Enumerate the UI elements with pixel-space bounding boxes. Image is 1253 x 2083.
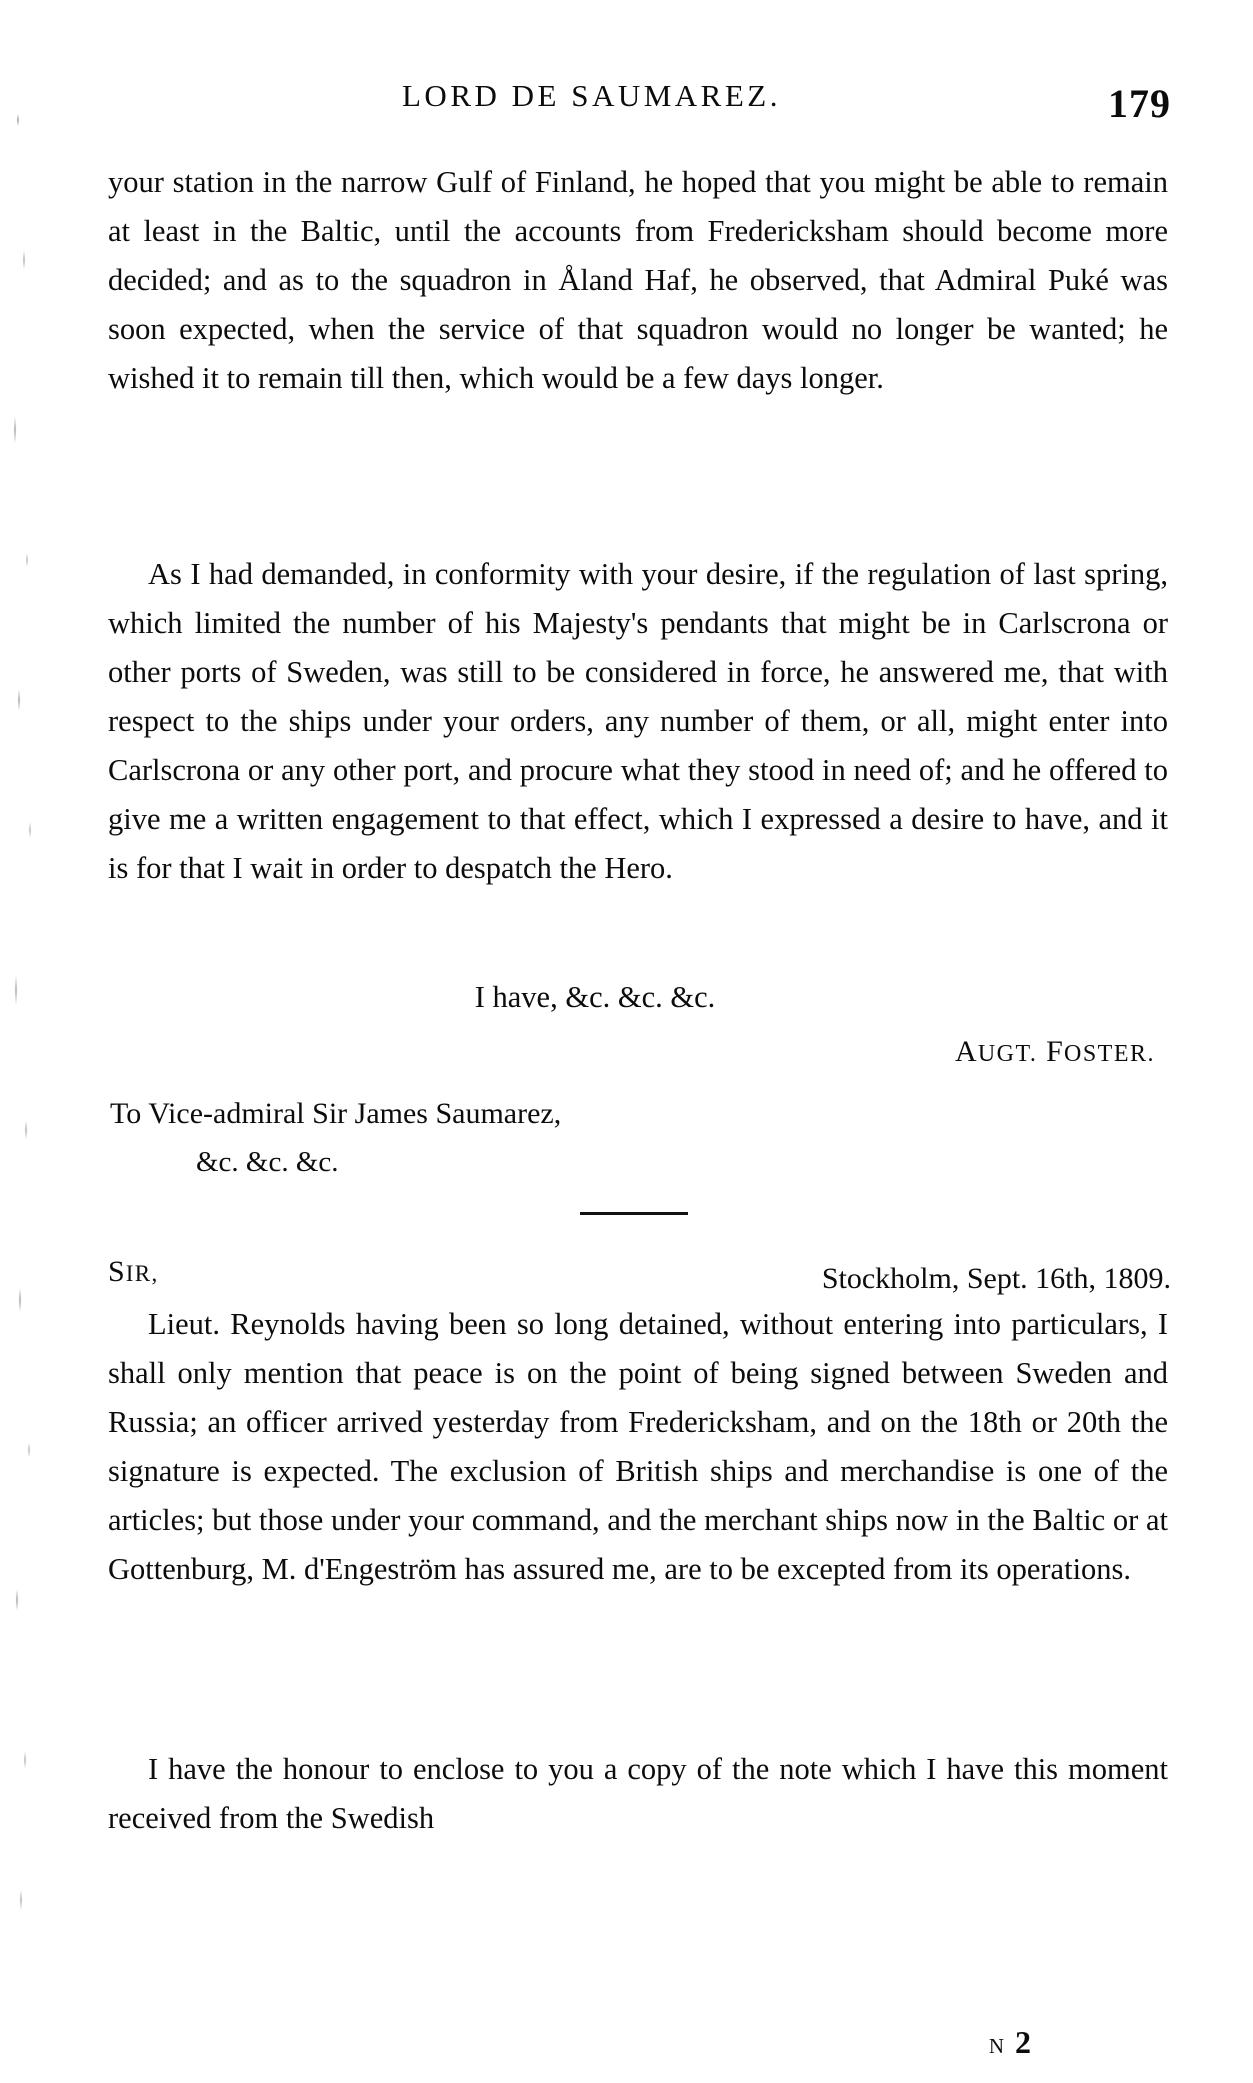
running-head xyxy=(0,78,1253,114)
letter-one-signature xyxy=(955,1035,1155,1069)
letter-two-paragraph-2 xyxy=(108,1745,1168,1843)
signature-augt: UGT. xyxy=(977,1041,1038,1067)
paragraph-text: your station in the narrow Gulf of Finland, he hoped that you might be able to remain at least in the Baltic, until the accounts from Fredericksham should become more decided; and as to the squadron in Åland Haf, he observed, that Admiral Puké was soon expected, when the service of that squadron would no longer be wanted; he wished it to remain till then, which would be a few days longer. xyxy=(108,165,1168,395)
running-head-title: LORD DE SAUMAREZ. xyxy=(402,78,781,113)
salutation-initial: S xyxy=(108,1255,126,1288)
paragraph-text: As I had demanded, in conformity with your desire, if the regulation of last spring, which limited the number of his Majesty's pendants that might be in Carlscrona or other ports of Sweden, was still to be considered in force, he answered me, that with respect to the ships under your orders, any number of them, or all, might enter into Carlscrona or any other port, and procure what they stood in need of; and he offered to give me a written engagement to that effect, which I expressed a desire to have, and it is for that I wait in order to despatch the Hero. xyxy=(108,557,1168,885)
signature-mark xyxy=(989,2024,1033,2061)
addressee-line-1: To Vice-admiral Sir James Saumarez, xyxy=(110,1097,562,1130)
letter-two-salutation xyxy=(108,1255,159,1289)
paragraph-text: I have the honour to enclose to you a copy of the note which I have this moment received from the Swedish xyxy=(108,1752,1168,1835)
page-scan-edge xyxy=(0,0,46,2083)
signature-mark-letter: N xyxy=(988,2034,1006,2058)
paragraph-text: Lieut. Reynolds having been so long detained, without entering into particulars, I shall only mention that peace is on the point of being signed between Sweden and Russia; an officer arrived yesterday from Fredericksham, and on the 18th or 20th the signature is expected. The exclusion of British ships and merchandise is one of the articles; but those under your command, and the merchant ships now in the Baltic or at Gottenburg, M. d'Engeström has assured me, are to be excepted from its operations. xyxy=(108,1307,1168,1586)
letter-two-paragraph-1 xyxy=(108,1300,1168,1594)
letter-one-paragraph-1 xyxy=(108,158,1168,403)
signature-mark-number: 2 xyxy=(1015,2024,1033,2060)
signature-initial-a: A xyxy=(954,1035,978,1068)
letter-one-paragraph-2 xyxy=(108,550,1168,893)
page-number: 179 xyxy=(1108,81,1171,126)
letter-two-dateline: Stockholm, Sept. 16th, 1809. xyxy=(821,1262,1171,1295)
signature-foster: OSTER. xyxy=(1063,1041,1155,1067)
section-divider-rule xyxy=(580,1212,688,1215)
addressee-line-2: &c. &c. &c. xyxy=(196,1146,339,1178)
salutation-rest: IR, xyxy=(125,1261,159,1286)
letter-one-closing: I have, &c. &c. &c. xyxy=(474,980,716,1014)
signature-initial-f: F xyxy=(1046,1035,1064,1068)
letter-one-addressee xyxy=(110,1090,561,1186)
